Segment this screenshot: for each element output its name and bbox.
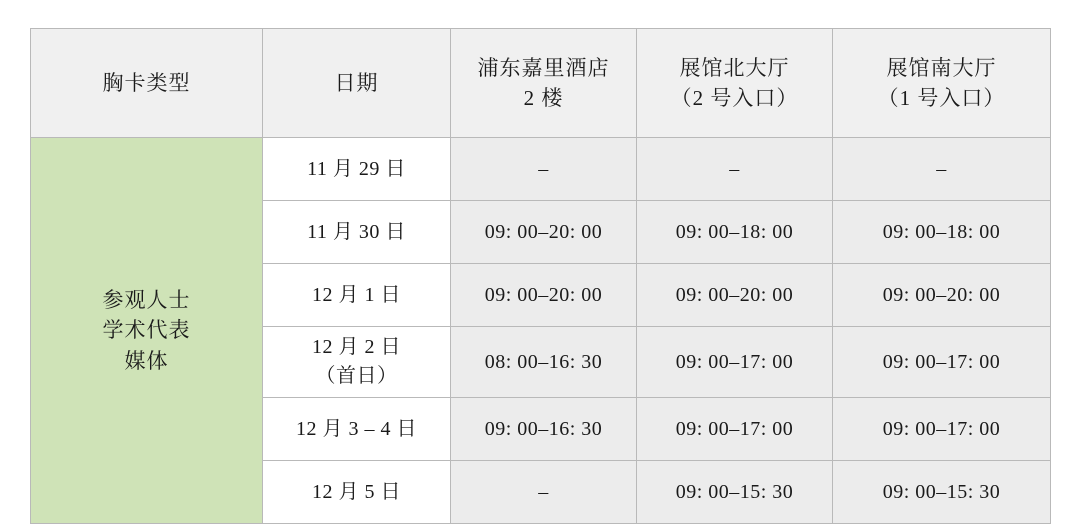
column-header-badge-type [31,29,263,138]
date-cell [263,138,451,201]
hotel-time-cell: – [451,138,637,201]
column-header-hotel-line1: 浦东嘉里酒店 [477,55,610,80]
badge-type-cell [31,138,263,524]
date-cell-line1: 12 月 5 日 [312,480,401,503]
badge-type-line1: 参观人士 [102,287,191,312]
badge-type-line3: 媒体 [124,348,169,373]
south-hall-time-cell: 09: 00–20: 00 [833,264,1051,327]
south-hall-time-cell: 09: 00–17: 00 [833,327,1051,398]
hotel-time-cell: 09: 00–16: 30 [451,398,637,461]
north-hall-time-cell: 09: 00–15: 30 [637,461,833,524]
hotel-time-cell: 08: 00–16: 30 [451,327,637,398]
south-hall-time-cell: – [833,138,1051,201]
north-hall-time-cell: 09: 00–20: 00 [637,264,833,327]
date-cell [263,264,451,327]
north-hall-time-cell: 09: 00–17: 00 [637,398,833,461]
table-header-row [31,29,1051,138]
north-hall-time-cell: 09: 00–17: 00 [637,327,833,398]
hotel-time-cell: 09: 00–20: 00 [451,201,637,264]
table-header [31,29,1051,138]
badge-pickup-schedule-table [30,28,1051,524]
date-cell-line1: 11 月 30 日 [307,220,406,243]
column-header-date-line1: 日期 [334,70,379,95]
column-header-north-hall-line2: （2 号入口） [670,86,799,110]
table-row [31,138,1051,201]
column-header-hotel-line2: 2 楼 [523,86,564,110]
date-cell-line1: 12 月 2 日 [312,336,401,358]
column-header-north-hall [637,29,833,138]
column-header-south-hall [833,29,1051,138]
column-header-north-hall-line1: 展馆北大厅 [679,55,790,80]
column-header-south-hall-line2: （1 号入口） [877,86,1006,110]
north-hall-time-cell: 09: 00–18: 00 [637,201,833,264]
date-cell-line2: （首日） [315,365,398,387]
column-header-south-hall-line1: 展馆南大厅 [886,55,997,80]
table-body [31,138,1051,524]
date-cell-line1: 12 月 3 – 4 日 [296,417,417,440]
badge-type-line2: 学术代表 [102,318,191,343]
column-header-hotel [451,29,637,138]
date-cell [263,201,451,264]
column-header-date [263,29,451,138]
south-hall-time-cell: 09: 00–17: 00 [833,398,1051,461]
date-cell [263,461,451,524]
south-hall-time-cell: 09: 00–18: 00 [833,201,1051,264]
column-header-badge-type-line1: 胸卡类型 [102,70,191,95]
hotel-time-cell: 09: 00–20: 00 [451,264,637,327]
date-cell [263,398,451,461]
date-cell-line1: 11 月 29 日 [307,157,406,180]
south-hall-time-cell: 09: 00–15: 30 [833,461,1051,524]
date-cell-line1: 12 月 1 日 [312,283,401,306]
hotel-time-cell: – [451,461,637,524]
date-cell [263,327,451,398]
north-hall-time-cell: – [637,138,833,201]
